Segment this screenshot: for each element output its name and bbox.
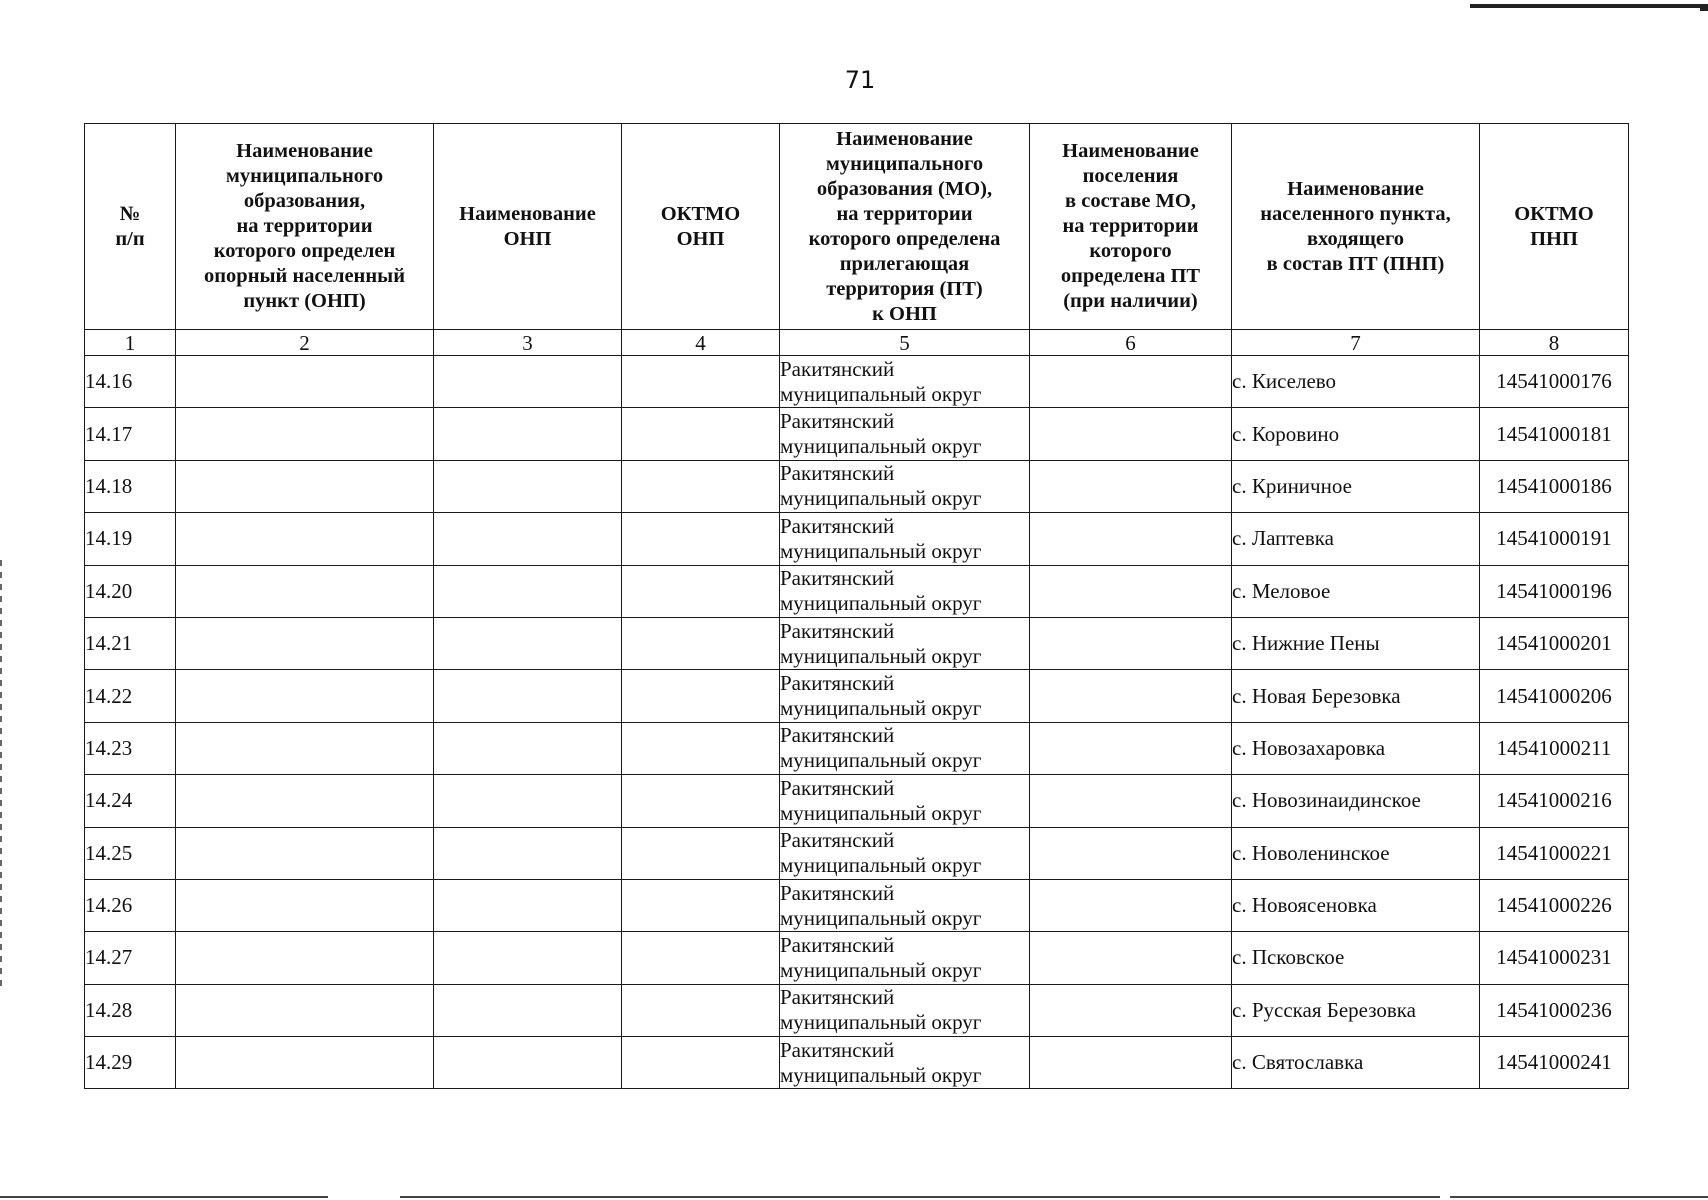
municipality-type: муниципальный округ <box>780 1062 982 1087</box>
locality-name: с. Русская Березовка <box>1232 984 1480 1036</box>
table-row <box>85 1037 1629 1089</box>
empty-cell <box>434 1037 622 1089</box>
municipality-cell <box>780 513 1030 565</box>
header-cell: Наименование поселения в составе МО, на территории которого определена ПТ (при наличии) <box>1030 124 1232 330</box>
empty-cell <box>176 565 434 617</box>
empty-cell <box>1030 1037 1232 1089</box>
column-number: 5 <box>780 330 1030 356</box>
municipality-cell <box>780 617 1030 669</box>
municipality-name: Ракитянский <box>780 513 895 538</box>
oktmo-code: 14541000226 <box>1480 879 1629 931</box>
municipality-type: муниципальный округ <box>780 905 982 930</box>
oktmo-code: 14541000236 <box>1480 984 1629 1036</box>
municipality-name: Ракитянский <box>780 461 895 486</box>
empty-cell <box>176 460 434 512</box>
empty-cell <box>622 513 780 565</box>
municipality-name: Ракитянский <box>780 409 895 434</box>
municipality-type: муниципальный округ <box>780 381 982 406</box>
table-body <box>85 356 1629 1089</box>
table-row <box>85 879 1629 931</box>
municipality-type: муниципальный округ <box>780 591 982 616</box>
table-row <box>85 617 1629 669</box>
empty-cell <box>1030 408 1232 460</box>
oktmo-code: 14541000241 <box>1480 1037 1629 1089</box>
municipality-cell <box>780 1037 1030 1089</box>
empty-cell <box>622 356 780 408</box>
empty-cell <box>622 722 780 774</box>
row-number: 14.28 <box>85 984 176 1036</box>
empty-cell <box>1030 670 1232 722</box>
row-number: 14.18 <box>85 460 176 512</box>
locality-name: с. Псковское <box>1232 932 1480 984</box>
row-number: 14.27 <box>85 932 176 984</box>
empty-cell <box>176 984 434 1036</box>
locality-name: с. Новозахаровка <box>1232 722 1480 774</box>
row-number: 14.17 <box>85 408 176 460</box>
row-number: 14.19 <box>85 513 176 565</box>
empty-cell <box>176 617 434 669</box>
table-row <box>85 356 1629 408</box>
empty-cell <box>622 408 780 460</box>
row-number: 14.22 <box>85 670 176 722</box>
row-number: 14.16 <box>85 356 176 408</box>
empty-cell <box>622 460 780 512</box>
column-number: 3 <box>434 330 622 356</box>
table-row <box>85 513 1629 565</box>
municipality-name: Ракитянский <box>780 985 895 1010</box>
empty-cell <box>1030 565 1232 617</box>
empty-cell <box>176 827 434 879</box>
column-number: 8 <box>1480 330 1629 356</box>
municipality-cell <box>780 356 1030 408</box>
municipality-cell <box>780 775 1030 827</box>
header-row <box>85 124 1629 330</box>
scan-edge-line <box>1450 1196 1708 1198</box>
row-number: 14.23 <box>85 722 176 774</box>
empty-cell <box>1030 513 1232 565</box>
municipality-cell <box>780 932 1030 984</box>
locality-table <box>84 123 1629 1089</box>
oktmo-code: 14541000176 <box>1480 356 1629 408</box>
oktmo-code: 14541000206 <box>1480 670 1629 722</box>
header-cell: Наименование муниципального образования (МО), на территории которого определена прилегающая территория (ПТ) к ОНП <box>780 124 1030 330</box>
municipality-type: муниципальный округ <box>780 643 982 668</box>
municipality-name: Ракитянский <box>780 618 895 643</box>
table-row <box>85 775 1629 827</box>
municipality-cell <box>780 827 1030 879</box>
empty-cell <box>622 879 780 931</box>
locality-name: с. Нижние Пены <box>1232 617 1480 669</box>
empty-cell <box>434 565 622 617</box>
empty-cell <box>176 1037 434 1089</box>
empty-cell <box>622 984 780 1036</box>
header-cell: № п/п <box>85 124 176 330</box>
empty-cell <box>434 932 622 984</box>
row-number: 14.21 <box>85 617 176 669</box>
municipality-name: Ракитянский <box>780 828 895 853</box>
locality-name: с. Лаптевка <box>1232 513 1480 565</box>
empty-cell <box>434 984 622 1036</box>
table-row <box>85 932 1629 984</box>
header-cell: ОКТМО ПНП <box>1480 124 1629 330</box>
locality-name: с. Новоленинское <box>1232 827 1480 879</box>
municipality-cell <box>780 670 1030 722</box>
column-number: 7 <box>1232 330 1480 356</box>
table-row <box>85 670 1629 722</box>
municipality-type: муниципальный округ <box>780 696 982 721</box>
empty-cell <box>176 722 434 774</box>
row-number: 14.25 <box>85 827 176 879</box>
municipality-cell <box>780 565 1030 617</box>
municipality-name: Ракитянский <box>780 723 895 748</box>
table-row <box>85 460 1629 512</box>
scan-edge-line <box>1700 8 1708 11</box>
empty-cell <box>1030 617 1232 669</box>
empty-cell <box>1030 932 1232 984</box>
locality-name: с. Святославка <box>1232 1037 1480 1089</box>
column-number: 1 <box>85 330 176 356</box>
locality-name: с. Меловое <box>1232 565 1480 617</box>
municipality-type: муниципальный округ <box>780 853 982 878</box>
header-cell: Наименование ОНП <box>434 124 622 330</box>
row-number: 14.24 <box>85 775 176 827</box>
locality-name: с. Криничное <box>1232 460 1480 512</box>
oktmo-code: 14541000231 <box>1480 932 1629 984</box>
locality-name: с. Новозинаидинское <box>1232 775 1480 827</box>
empty-cell <box>1030 827 1232 879</box>
empty-cell <box>622 932 780 984</box>
municipality-name: Ракитянский <box>780 566 895 591</box>
empty-cell <box>176 408 434 460</box>
column-number: 2 <box>176 330 434 356</box>
municipality-cell <box>780 722 1030 774</box>
empty-cell <box>1030 879 1232 931</box>
empty-cell <box>176 775 434 827</box>
empty-cell <box>176 356 434 408</box>
empty-cell <box>176 932 434 984</box>
municipality-type: муниципальный округ <box>780 957 982 982</box>
column-number-row <box>85 330 1629 356</box>
scan-edge-dashes <box>0 560 2 990</box>
municipality-type: муниципальный округ <box>780 1010 982 1035</box>
header-cell: Наименование муниципального образования, на территории которого определен опорный населенный пункт (ОНП) <box>176 124 434 330</box>
municipality-name: Ракитянский <box>780 1037 895 1062</box>
oktmo-code: 14541000186 <box>1480 460 1629 512</box>
oktmo-code: 14541000201 <box>1480 617 1629 669</box>
municipality-cell <box>780 984 1030 1036</box>
empty-cell <box>434 356 622 408</box>
municipality-name: Ракитянский <box>780 880 895 905</box>
empty-cell <box>434 879 622 931</box>
row-number: 14.29 <box>85 1037 176 1089</box>
table-row <box>85 722 1629 774</box>
empty-cell <box>622 775 780 827</box>
empty-cell <box>434 775 622 827</box>
empty-cell <box>434 827 622 879</box>
municipality-cell <box>780 460 1030 512</box>
locality-name: с. Новоясеновка <box>1232 879 1480 931</box>
page-number: 71 <box>844 66 876 94</box>
empty-cell <box>1030 775 1232 827</box>
row-number: 14.26 <box>85 879 176 931</box>
table-row <box>85 827 1629 879</box>
empty-cell <box>622 827 780 879</box>
empty-cell <box>622 617 780 669</box>
empty-cell <box>434 513 622 565</box>
empty-cell <box>1030 460 1232 512</box>
oktmo-code: 14541000221 <box>1480 827 1629 879</box>
municipality-name: Ракитянский <box>780 671 895 696</box>
locality-name: с. Новая Березовка <box>1232 670 1480 722</box>
empty-cell <box>434 460 622 512</box>
locality-name: с. Коровино <box>1232 408 1480 460</box>
municipality-type: муниципальный округ <box>780 800 982 825</box>
table-row <box>85 408 1629 460</box>
scan-edge-line <box>400 1196 1440 1198</box>
municipality-type: муниципальный округ <box>780 538 982 563</box>
table-row <box>85 565 1629 617</box>
header-cell: Наименование населенного пункта, входящего в состав ПТ (ПНП) <box>1232 124 1480 330</box>
column-number: 4 <box>622 330 780 356</box>
empty-cell <box>176 513 434 565</box>
empty-cell <box>622 1037 780 1089</box>
municipality-name: Ракитянский <box>780 932 895 957</box>
scan-edge-line <box>1470 4 1708 8</box>
oktmo-code: 14541000196 <box>1480 565 1629 617</box>
municipality-type: муниципальный округ <box>780 486 982 511</box>
empty-cell <box>1030 984 1232 1036</box>
table-row <box>85 984 1629 1036</box>
scan-edge-line <box>0 1196 328 1198</box>
empty-cell <box>1030 722 1232 774</box>
municipality-type: муниципальный округ <box>780 748 982 773</box>
empty-cell <box>176 879 434 931</box>
empty-cell <box>434 617 622 669</box>
header-cell: ОКТМО ОНП <box>622 124 780 330</box>
municipality-name: Ракитянский <box>780 356 895 381</box>
oktmo-code: 14541000211 <box>1480 722 1629 774</box>
oktmo-code: 14541000191 <box>1480 513 1629 565</box>
column-number: 6 <box>1030 330 1232 356</box>
municipality-cell <box>780 879 1030 931</box>
oktmo-code: 14541000181 <box>1480 408 1629 460</box>
empty-cell <box>434 670 622 722</box>
municipality-name: Ракитянский <box>780 775 895 800</box>
empty-cell <box>176 670 434 722</box>
empty-cell <box>434 722 622 774</box>
empty-cell <box>434 408 622 460</box>
empty-cell <box>1030 356 1232 408</box>
municipality-cell <box>780 408 1030 460</box>
locality-name: с. Киселево <box>1232 356 1480 408</box>
oktmo-code: 14541000216 <box>1480 775 1629 827</box>
empty-cell <box>622 670 780 722</box>
row-number: 14.20 <box>85 565 176 617</box>
empty-cell <box>622 565 780 617</box>
municipality-type: муниципальный округ <box>780 434 982 459</box>
